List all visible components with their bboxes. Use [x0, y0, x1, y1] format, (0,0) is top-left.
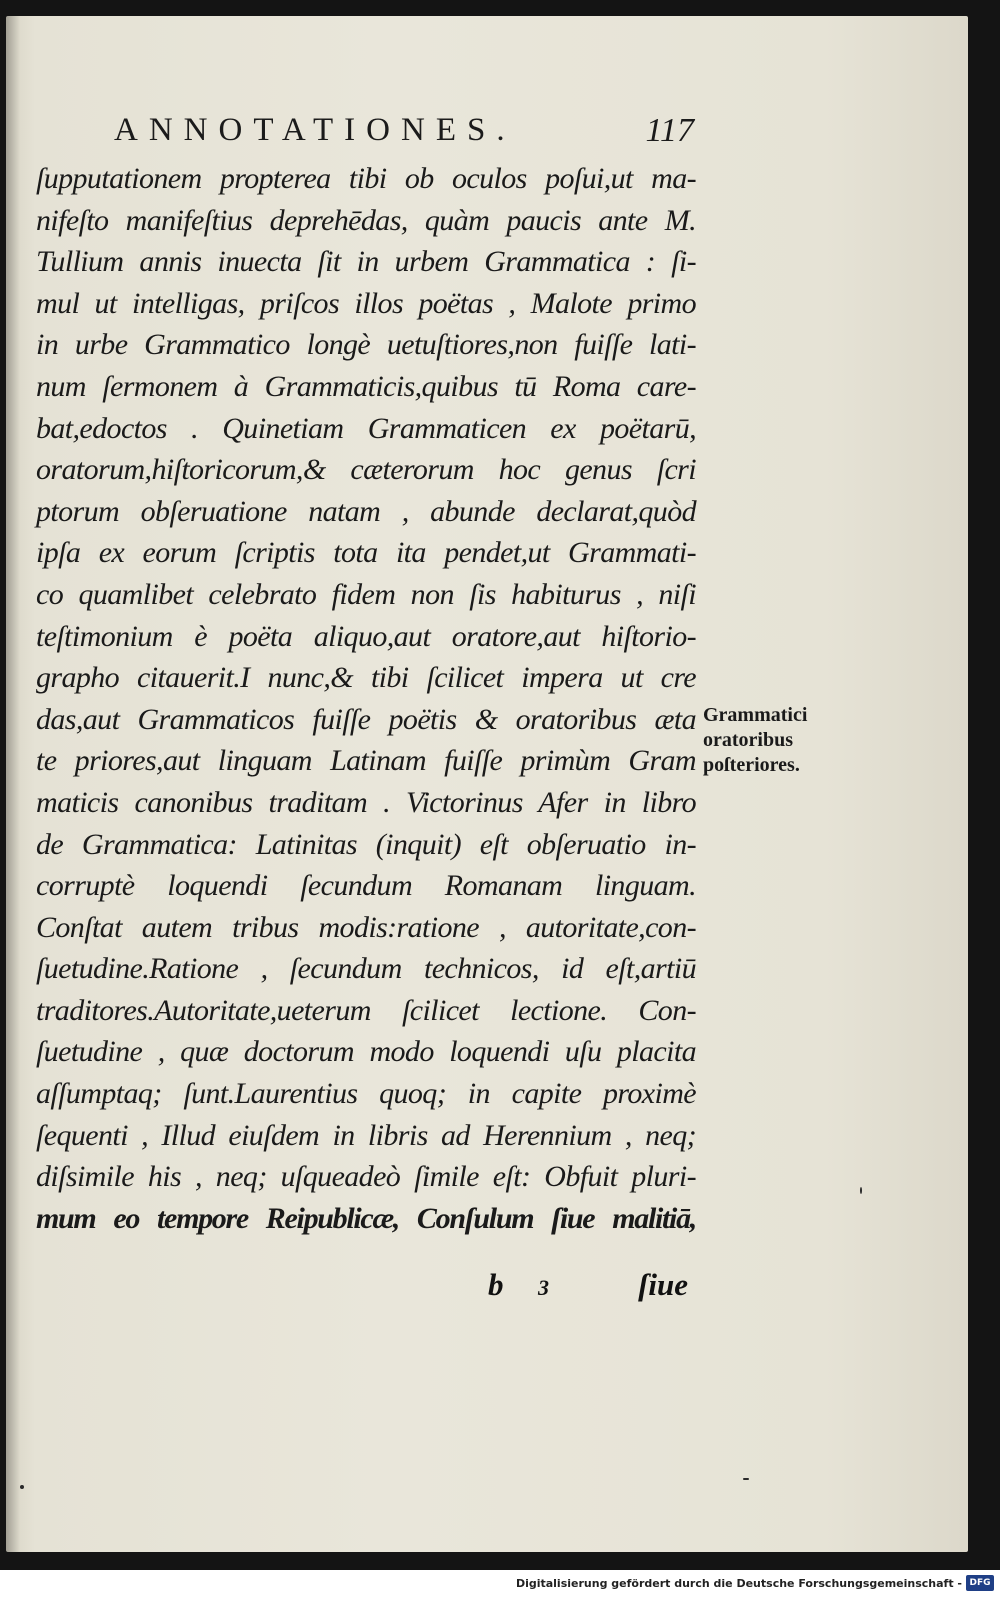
text-line: mul ut intelligas, priſcos illos poëtas , Malote primo	[36, 286, 696, 320]
ink-speck	[860, 1187, 862, 1194]
text-line: ipſa ex eorum ſcriptis tota ita pendet,ut Grammati-	[36, 536, 696, 570]
text-line: grapho citauerit.I nunc,& tibi ſcilicet impera ut cre	[36, 661, 696, 695]
marginal-note-line: oratoribus	[703, 729, 793, 751]
text-line: corruptè loquendi ſecundum Romanam linguam.	[36, 869, 696, 903]
ink-speck	[743, 1478, 749, 1480]
text-line: diſsimile his , neq; uſqueadeò ſimile eſt: Obfuit pluri-	[36, 1160, 696, 1194]
text-line: ſupputationem propterea tibi ob oculos poſui,ut ma-	[36, 162, 696, 195]
text-line: ptorum obſeruatione natam , abunde declarat,quòd	[36, 494, 696, 528]
text-line: bat,edoctos . Quinetiam Grammaticen ex poëtarū,	[36, 411, 696, 445]
text-line: ſuetudine.Ratione , ſecundum technicos, id eſt,artiū	[36, 952, 696, 986]
text-line: das,aut Grammaticos fuiſſe poëtis & oratoribus æta	[36, 702, 696, 736]
funding-credit: Digitalisierung gefördert durch die Deutsche Forschungsgemeinschaft -	[515, 1577, 962, 1590]
text-line: de Grammatica: Latinitas (inquit) eſt obſeruatio in-	[36, 827, 696, 861]
text-line: oratorum,hiſtoricorum,& cæterorum hoc genus ſcri	[36, 453, 696, 487]
running-head	[114, 112, 694, 152]
catchword: ſiue	[638, 1267, 688, 1302]
text-line: traditores.Autoritate,ueterum ſcilicet lectione. Con-	[36, 993, 696, 1027]
signature-mark: b	[488, 1267, 504, 1302]
marginal-note-line: Grammatici	[703, 704, 808, 726]
text-line: ſequenti , Illud eiuſdem in libris ad Herennium , neq;	[36, 1118, 696, 1152]
text-line: maticis canonibus traditam . Victorinus Afer in libro	[36, 785, 696, 819]
ink-speck	[20, 1485, 24, 1489]
footer-bar	[0, 1570, 1000, 1599]
marginal-note	[703, 703, 853, 778]
marginal-note-line: poſteriores.	[703, 754, 800, 776]
text-line: nifeſto manifeſtius deprehēdas, quàm paucis ante M.	[36, 203, 696, 237]
signature-number: 3	[538, 1275, 549, 1300]
text-line: co quamlibet celebrato fidem non ſis habiturus , niſi	[36, 577, 696, 611]
running-title: ANNOTATIONES.	[114, 112, 516, 148]
text-line: teſtimonium è poëta aliquo,aut oratore,aut hiſtorio-	[36, 619, 696, 653]
page-gutter-shadow	[6, 16, 20, 1552]
text-line: aſſumptaq; ſunt.Laurentius quoq; in capite proximè	[36, 1077, 696, 1111]
text-line: mum eo tempore Reipublicæ, Conſulum ſiue malitiā,	[36, 1201, 696, 1235]
text-line: num ſermonem à Grammaticis,quibus tū Roma care-	[36, 369, 696, 403]
dfg-logo-icon: DFG	[966, 1575, 994, 1591]
body-text	[36, 158, 696, 1239]
page-number: 117	[645, 112, 694, 149]
text-line: Tullium annis inuecta ſit in urbem Grammatica : ſi-	[36, 245, 696, 279]
text-line: in urbe Grammatico longè uetuſtiores,non fuiſſe lati-	[36, 328, 696, 362]
text-line: Conſtat autem tribus modis:ratione , autoritate,con-	[36, 910, 696, 944]
text-line: te priores,aut linguam Latinam fuiſſe primùm Gram	[36, 744, 696, 778]
text-line: ſuetudine , quæ doctorum modo loquendi uſu placita	[36, 1035, 696, 1069]
signature-line	[488, 1267, 688, 1307]
